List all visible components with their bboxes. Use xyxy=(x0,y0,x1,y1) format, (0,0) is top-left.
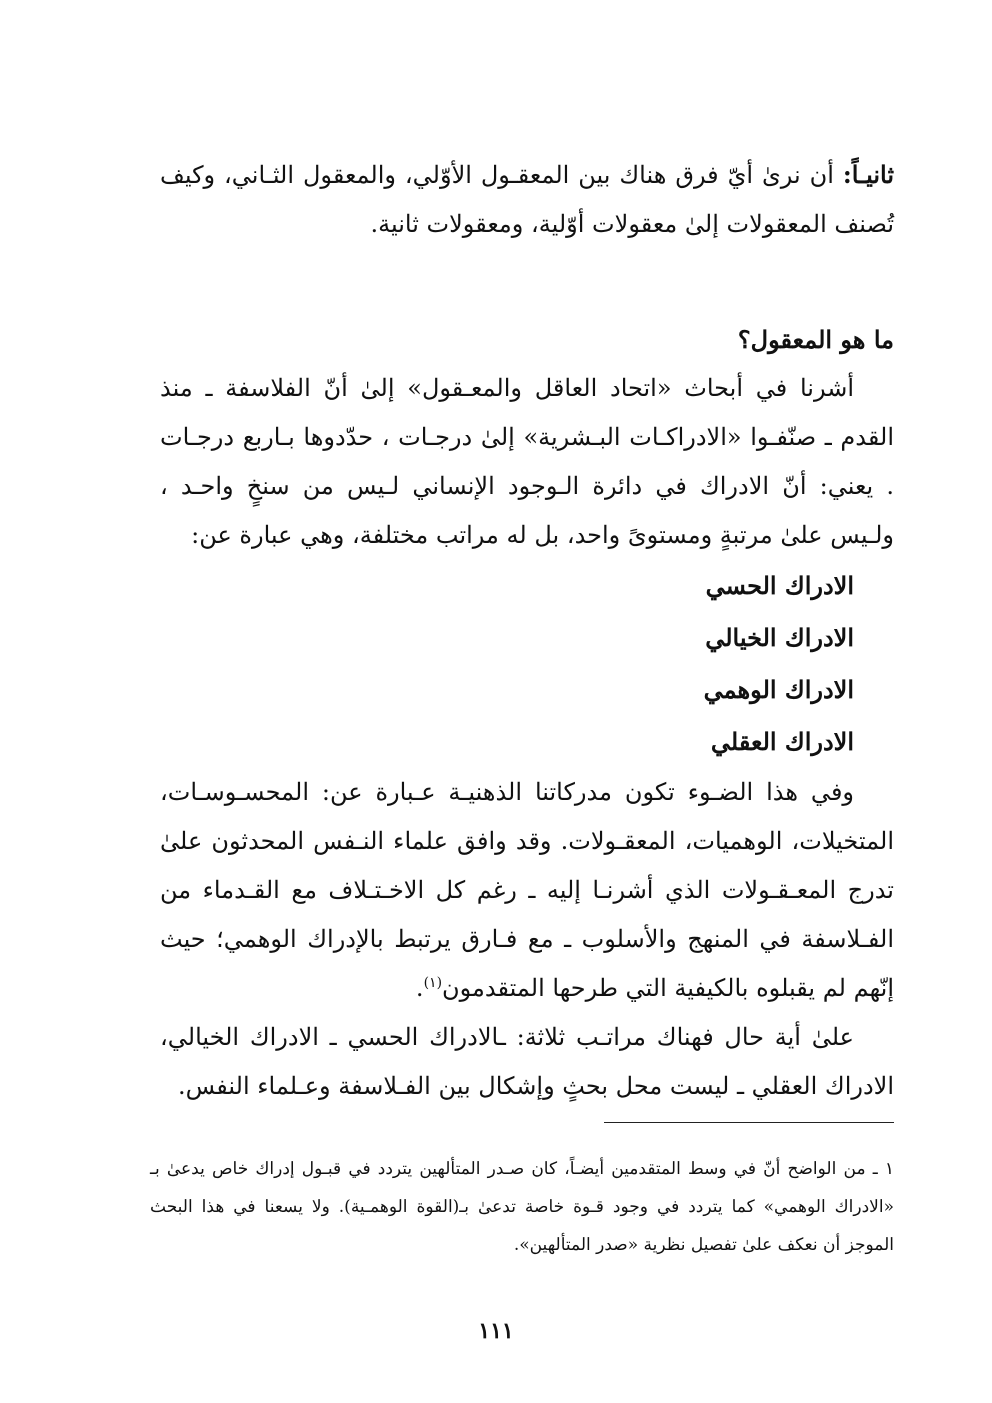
list-item-intellectual: الادراك العقلي xyxy=(710,727,854,756)
list-item-imaginative: الادراك الخيالي xyxy=(705,623,854,652)
page-number: ١١١ xyxy=(478,1318,514,1344)
intro-lead: ثانيـاً: xyxy=(842,160,894,189)
paragraph-perception-degrees: أشرنا في أبحاث «اتحاد العاقل والمعـقول» إلىٰ أنّ الفلاسفة ـ منذ القدم ـ صنّفـوا «الادراكـات البـشرية» إلىٰ درجـات ، حدّدوها بـاربع درجـات . يعني: أنّ الادراك في دائرة الـوجود الإنساني لـيس من سنخٍ واحـد ، ولـيس علىٰ مرتبةٍ ومستوىً واحد، بل له مراتب مختلفة، وهي عبارة عن: xyxy=(160,374,894,549)
paragraph-mental-perceptions xyxy=(160,768,894,1013)
section-heading: ما هو المعقول؟ xyxy=(737,325,894,354)
footnote-reference[interactable]: (١) xyxy=(423,975,443,991)
footnotes xyxy=(150,1150,894,1264)
main-text xyxy=(160,150,894,1111)
paragraph2-end: . xyxy=(415,974,424,1002)
footnote-1: ١ ـ من الواضح أنّ في وسط المتقدمين أيضـاً، كان صـدر المتألهين يتردد في قبـول إدراك خاص يدعىٰ بـ «الادراك الوهمي» كما يتردد في وجود قـوة خاصة تدعىٰ بـ(القوة الوهمـية). ولا يسعنا في هذا البحث الموجز أن نعكف علىٰ تفصيل نظرية «صدر المتألهين». xyxy=(150,1159,894,1255)
paragraph2-text: وفي هذا الضـوء تكون مدركاتنا الذهنيـة عـبارة عن: المحسـوسـات، المتخيلات، الوهميات، المعقـولات. وقد وافق علماء النـفس المحدثون علىٰ تدرج المعـقـولات الذي أشرنـا إليه ـ رغم كل الاخـتـلاف مع القـدماء من الفـلاسفة في المنهج والأسلوب ـ مع فـارق يرتبط بالإدراك الوهمي؛ حيث إنّهم لم يقبلوه بالكيفية التي طرحها المتقدمون xyxy=(160,778,894,1002)
perception-levels-list xyxy=(160,560,894,768)
list-item-sensory: الادراك الحسي xyxy=(705,571,854,600)
intro-text: أن نرىٰ أيّ فرق هناك بين المعقـول الأوّلي، والمعقول الثـاني، وكيف تُصنف المعقولات إلىٰ معقولات أوّلية، ومعقولات ثانية. xyxy=(160,161,894,238)
intro-paragraph xyxy=(160,150,894,249)
list-item-estimative: الادراك الوهمي xyxy=(703,675,854,704)
paragraph-three-levels: علىٰ أية حال فهناك مراتـب ثلاثة: ـالادراك الحسي ـ الادراك الخيالي، الادراك العقلي ـ ليست محل بحثٍ وإشكال بين الفـلاسفة وعـلماء النفس. xyxy=(160,1023,894,1100)
footnote-divider xyxy=(604,1122,894,1123)
